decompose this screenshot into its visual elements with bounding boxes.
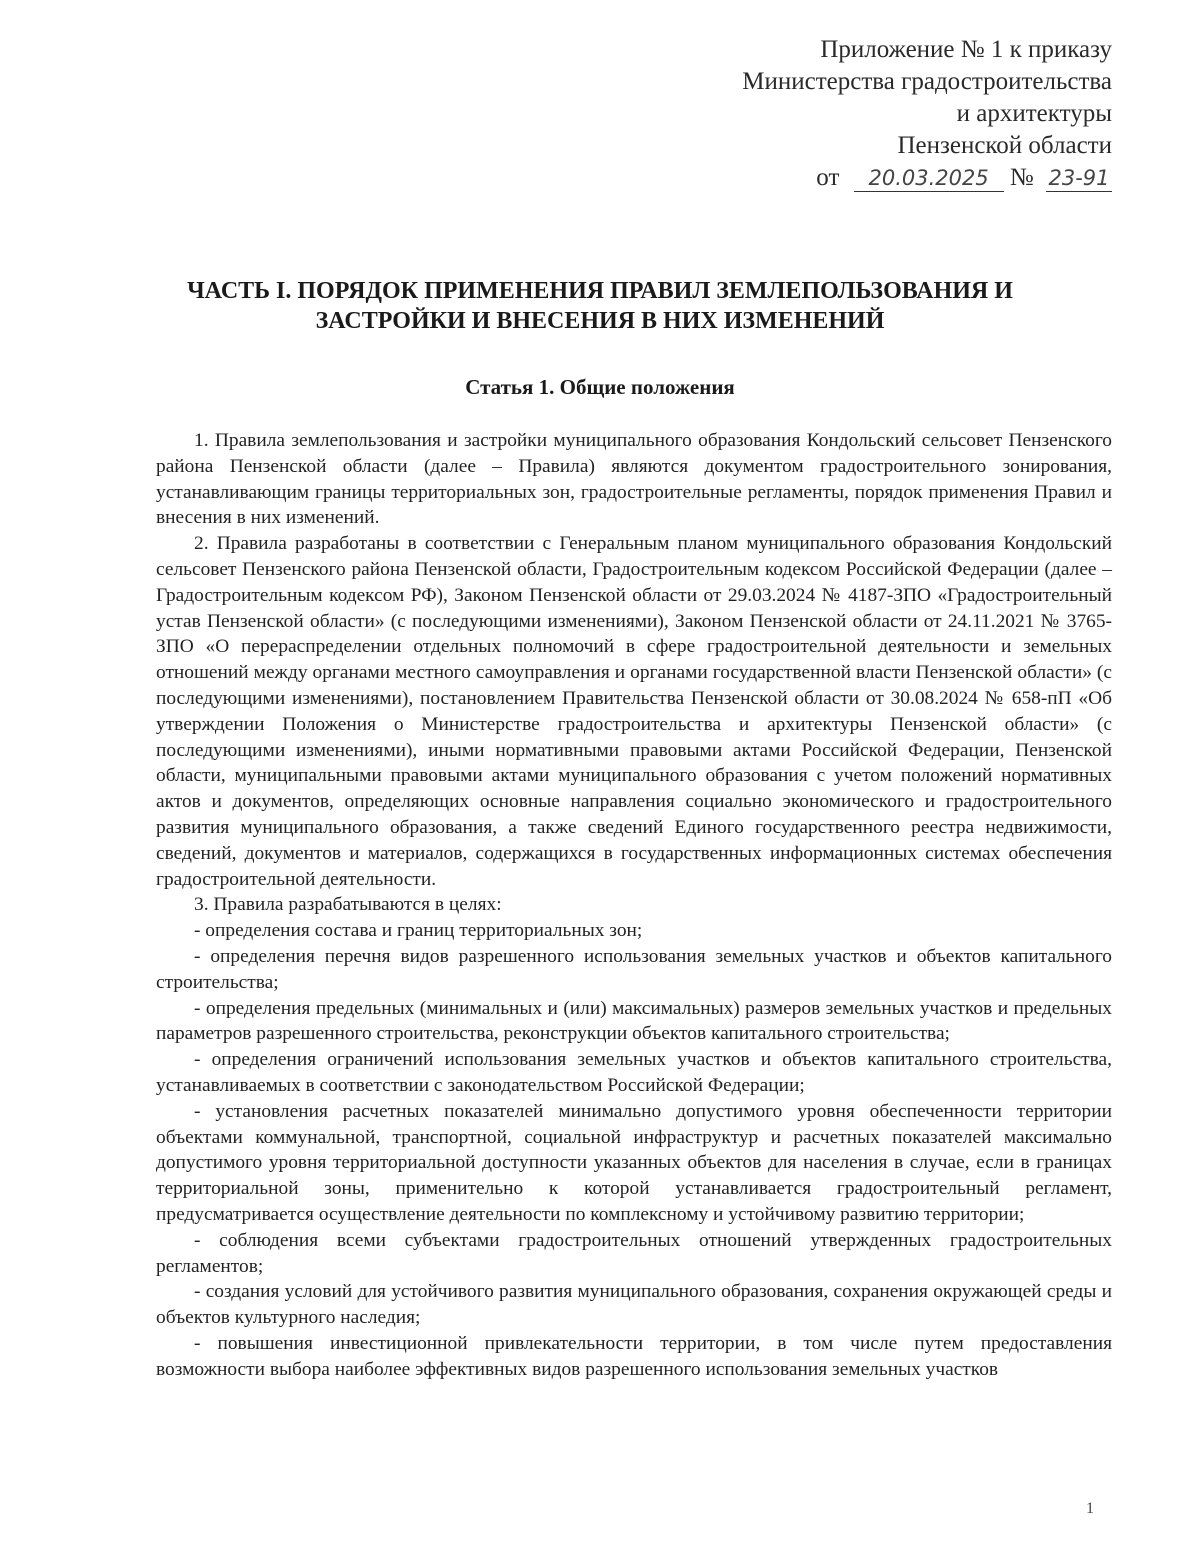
list-item: - создания условий для устойчивого развития муниципального образования, сохранения окружающей среды и объектов культурного наследия; bbox=[156, 1281, 1112, 1329]
handwritten-date: 20.03.2025 bbox=[854, 165, 1004, 192]
list-item: - определения ограничений использования земельных участков и объектов капитального строительства, устанавливаемых в соответствии с законодательством Российской Федерации; bbox=[156, 1049, 1112, 1096]
part-title-line-2: ЗАСТРОЙКИ И ВНЕСЕНИЯ В НИХ ИЗМЕНЕНИЙ bbox=[315, 308, 885, 334]
header-line-4: Пензенской области bbox=[897, 132, 1112, 159]
list-item: - соблюдения всеми субъектами градостроительных отношений утвержденных градостроительных регламентов; bbox=[156, 1229, 1112, 1277]
paragraph-1: 1. Правила землепользования и застройки муниципального образования Кондольский сельсовет Пензенского района Пензенской области (далее – Правила) являются документом градостроительного зонирования, устанавливающим границы территориальных зон, градостроительные регламенты, порядок применения Правил и внесения в них изменений. bbox=[156, 430, 1112, 529]
part-title bbox=[150, 276, 1050, 336]
paragraph-2: 2. Правила разработаны в соответствии с Генеральным планом муниципального образования Кондольский сельсовет Пензенского района Пензенской области, Градостроительным кодексом Российской Федерации (далее – Градостроительным кодексом РФ), Законом Пензенской области от 29.03.2024 № 4187-ЗПО «Градостроительный устав Пензенской области» (с последующими изменениями), Законом Пензенской области от 24.11.2021 № 3765-ЗПО «О перераспределении отдельных полномочий в сфере градостроительной деятельности и земельных отношений между органами местного самоуправления и органами государственной власти Пензенской области» (с последующими изменениями), постановлением Правительства Пензенской области от 30.08.2024 № 658-пП «Об утверждении Положения о Министерстве градостроительства и архитектуры Пензенской области» (с последующими изменениями), иными нормативными правовыми актами Российской Федерации, Пензенской области, муниципальными правовыми актами муниципального образования с учетом положений нормативных актов и документов, определяющих основные направления социально экономического и градостроительного развития муниципального образования, а также сведений Единого государственного реестра недвижимости, сведений, документов и материалов, содержащихся в государственных информационных системах обеспечения градостроительной деятельности. bbox=[156, 533, 1112, 890]
list-item: - повышения инвестиционной привлекательности территории, в том числе путем предоставления возможности выбора наиболее эффективных видов разрешенного использования земельных участков bbox=[156, 1332, 1112, 1380]
part-title-line-1: ЧАСТЬ I. ПОРЯДОК ПРИМЕНЕНИЯ ПРАВИЛ ЗЕМЛЕПОЛЬЗОВАНИЯ И bbox=[187, 278, 1013, 304]
header-line-2: Министерства градостроительства bbox=[742, 68, 1112, 95]
list-item: - определения перечня видов разрешенного использования земельных участков и объектов капитального строительства; bbox=[156, 945, 1112, 993]
from-label: от bbox=[816, 164, 840, 191]
document-body bbox=[156, 428, 1112, 1382]
list-item: - определения предельных (минимальных и (или) максимальных) размеров земельных участков и предельных параметров разрешенного строительства, реконструкции объектов капитального строительства; bbox=[156, 997, 1112, 1045]
page-number: 1 bbox=[1086, 1500, 1094, 1517]
number-label: № bbox=[1009, 164, 1034, 191]
list-item: - определения состава и границ территориальных зон; bbox=[194, 920, 643, 942]
handwritten-number: 23-91 bbox=[1046, 165, 1112, 192]
header-date-number-line bbox=[742, 162, 1112, 194]
appendix-header bbox=[742, 34, 1112, 194]
header-line-1: Приложение № 1 к приказу bbox=[820, 36, 1112, 63]
list-item: - установления расчетных показателей минимально допустимого уровня обеспеченности территории объектами коммунальной, транспортной, социальной инфраструктур и расчетных показателей максимально допустимого уровня территориальной доступности указанных объектов для населения в случае, если в границах территориальной зоны, применительно к которой устанавливается градостроительный регламент, предусматривается осуществление деятельности по комплексному и устойчивому развитию территории; bbox=[156, 1100, 1112, 1225]
header-line-3: и архитектуры bbox=[956, 100, 1112, 127]
paragraph-3: 3. Правила разрабатываются в целях: bbox=[194, 894, 502, 916]
article-heading: Статья 1. Общие положения bbox=[465, 375, 735, 399]
